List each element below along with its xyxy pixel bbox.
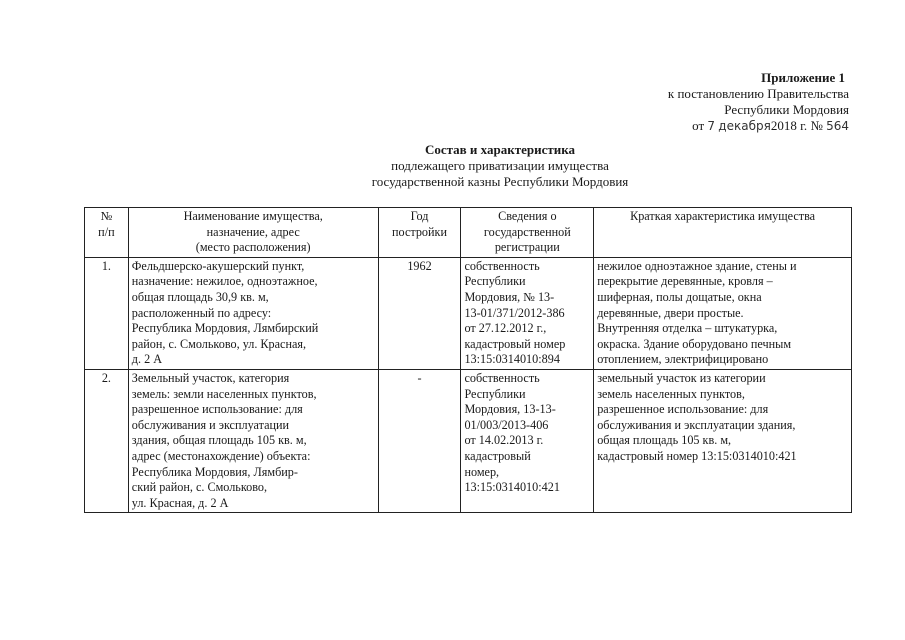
header-registration	[461, 208, 594, 258]
header-year-line: Год	[410, 209, 429, 223]
header-name-line: (место расположения)	[195, 240, 311, 255]
header-num	[85, 208, 129, 258]
row-registration-line: от 27.12.2012 г.,	[464, 321, 547, 336]
row-name-line: Республика Мордовия, Лямбирский	[131, 321, 319, 336]
row-description-line: Внутренняя отделка – штукатурка,	[597, 321, 778, 336]
header-registration-line: Сведения о	[498, 209, 557, 223]
row-registration-line: 13:15:0314010:894	[464, 352, 560, 367]
date-month: декабря	[718, 119, 771, 133]
header-registration-line: государственной	[483, 224, 571, 239]
header-name-line: Наименование имущества,	[183, 209, 323, 223]
row-name-line: здания, общая площадь 105 кв. м,	[131, 433, 307, 448]
row-registration-line: номер,	[464, 464, 500, 479]
property-table	[84, 207, 852, 513]
row-name-line: Земельный участок, категория	[131, 370, 290, 385]
header-description-text: Краткая характеристика имущества	[630, 209, 816, 223]
row-registration-line: кадастровый	[464, 448, 531, 463]
row-registration-line: кадастровый номер	[464, 336, 566, 351]
row-name-line: Фельдшерско-акушерский пункт,	[131, 258, 305, 273]
row-description-line: кадастровый номер 13:15:0314010:421	[597, 448, 797, 463]
row-description-line: обслуживания и эксплуатации здания,	[597, 417, 796, 432]
document-subtitle-2: государственной казны Республики Мордовия	[371, 174, 629, 189]
row-name-line: разрешенное использование: для	[131, 402, 303, 417]
date-prefix: от	[692, 118, 705, 133]
row-description-line: перекрытие деревянные, кровля –	[597, 274, 773, 289]
row-registration-line: собственность	[464, 258, 540, 273]
row-description-line: шиферная, полы дощатые, окна	[597, 289, 762, 304]
header-name-line: назначение, адрес	[206, 224, 300, 239]
row-number: 1.	[85, 257, 129, 369]
table-body	[85, 257, 852, 513]
row-registration-line: от 14.02.2013 г.	[464, 433, 544, 448]
row-name-line: общая площадь 30,9 кв. м,	[131, 289, 269, 304]
row-name-line: земель: земли населенных пунктов,	[131, 386, 317, 401]
table-row	[85, 257, 852, 369]
row-registration-line: Мордовия, 13-13-	[464, 402, 556, 417]
row-name	[128, 369, 378, 512]
row-registration-line: Республики	[464, 274, 526, 289]
row-registration	[461, 257, 594, 369]
number-sign: №	[810, 118, 823, 133]
row-description	[594, 257, 852, 369]
appendix-line-2: Республики Мордовия	[724, 102, 849, 117]
header-num-line: №	[100, 209, 113, 223]
appendix-block	[668, 70, 849, 134]
row-description-line: нежилое одноэтажное здание, стены и	[597, 258, 797, 273]
row-registration	[461, 369, 594, 512]
row-description-line: окраска. Здание оборудовано печным	[597, 336, 792, 351]
header-num-line: п/п	[98, 224, 115, 239]
row-description-line: земельный участок из категории	[597, 370, 766, 385]
header-year-line: постройки	[392, 224, 447, 239]
row-description-line: общая площадь 105 кв. м,	[597, 433, 732, 448]
document-subtitle-1: подлежащего приватизации имущества	[391, 158, 609, 173]
row-year: -	[378, 369, 461, 512]
row-registration-line: Мордовия, № 13-	[464, 289, 555, 304]
title-block	[280, 142, 720, 190]
row-description-line: земель населенных пунктов,	[597, 386, 745, 401]
row-name-line: д. 2 А	[131, 352, 163, 367]
header-name	[128, 208, 378, 258]
row-name-line: ул. Красная, д. 2 А	[131, 495, 229, 510]
row-name-line: назначение: нежилое, одноэтажное,	[131, 274, 318, 289]
row-registration-line: Республики	[464, 386, 526, 401]
row-registration-line: собственность	[464, 370, 540, 385]
row-name-line: расположенный по адресу:	[131, 305, 272, 320]
row-registration-line: 01/003/2013-406	[464, 417, 549, 432]
row-name-line: район, с. Смольково, ул. Красная,	[131, 336, 307, 351]
row-year: 1962	[378, 257, 461, 369]
date-day: 7	[707, 119, 716, 133]
header-description	[594, 208, 852, 258]
row-name-line: Республика Мордовия, Лямбир-	[131, 464, 298, 479]
row-description-line: отоплением, электрифицировано	[597, 352, 769, 367]
header-year	[378, 208, 461, 258]
appendix-heading: Приложение 1	[761, 70, 845, 85]
row-registration-line: 13-01/371/2012-386	[464, 305, 565, 320]
appendix-date-line	[668, 118, 849, 134]
row-name-line: ский район, с. Смольково,	[131, 480, 268, 495]
row-name	[128, 257, 378, 369]
row-registration-line: 13:15:0314010:421	[464, 480, 560, 495]
row-name-line: адрес (местонахождение) объекта:	[131, 448, 311, 463]
date-year: 2018 г.	[770, 118, 808, 133]
row-name-line: обслуживания и эксплуатации	[131, 417, 290, 432]
row-number: 2.	[85, 369, 129, 512]
table-row	[85, 369, 852, 512]
header-registration-line: регистрации	[494, 240, 560, 255]
table-header-row	[85, 208, 852, 258]
document-title: Состав и характеристика	[424, 142, 576, 157]
document-number: 564	[826, 119, 849, 133]
row-description	[594, 369, 852, 512]
row-description-line: деревянные, двери простые.	[597, 305, 744, 320]
appendix-line-1: к постановлению Правительства	[667, 86, 849, 101]
row-description-line: разрешенное использование: для	[597, 402, 769, 417]
